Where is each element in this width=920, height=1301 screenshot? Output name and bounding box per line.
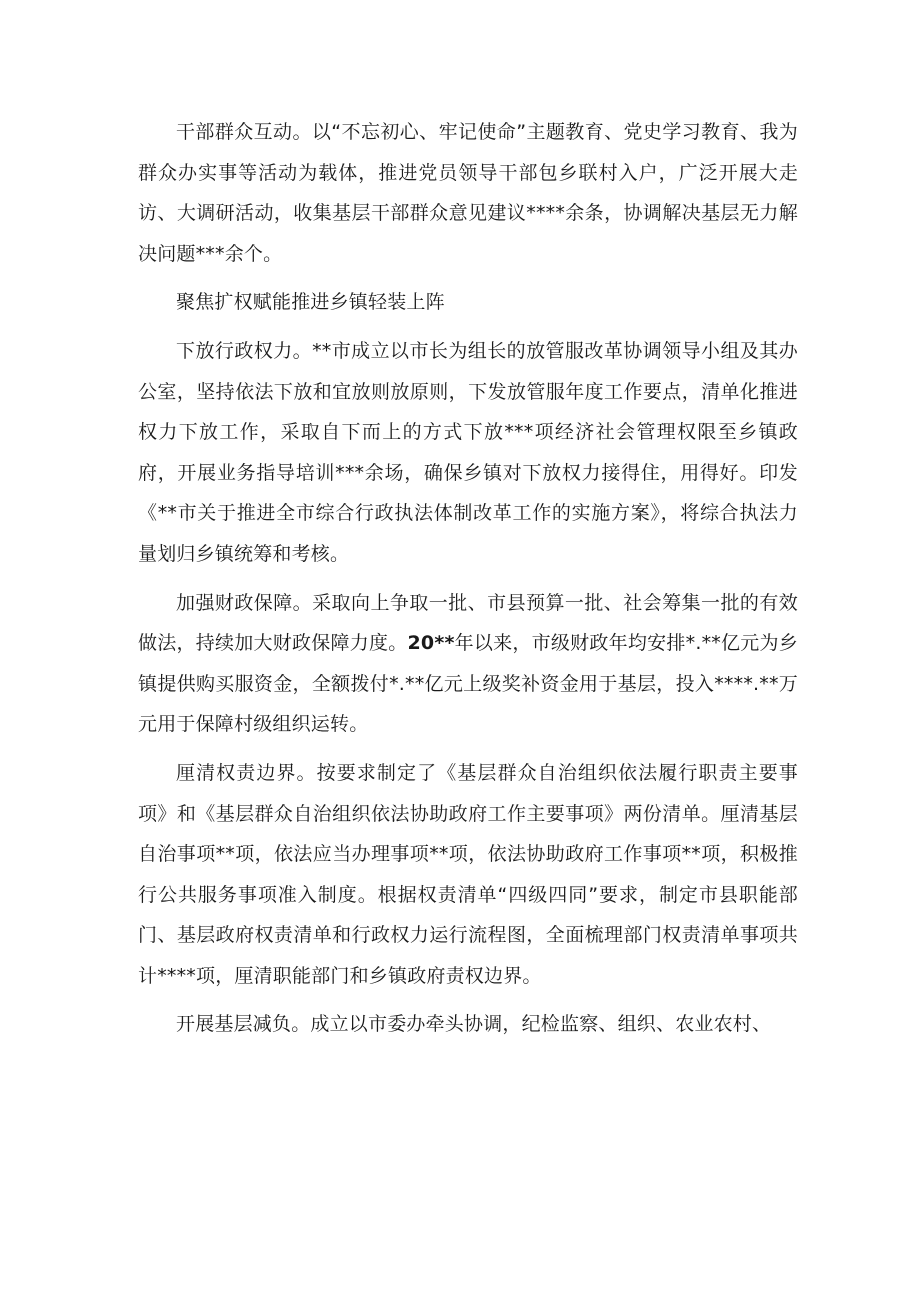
fiscal-text-after: 年以来，市级财政年均安排*.**亿元为乡镇提供购买服资金，全额拨付*.**亿元上级奖补资金用于基层，投入****.**万元用于保障村级组织运转。: [138, 632, 798, 736]
section-heading: 聚焦扩权赋能推进乡镇轻装上阵: [176, 291, 445, 314]
paragraph-cadre-interaction: 干部群众互动。以“不忘初心、牢记使命”主题教育、党史学习教育、我为群众办实事等活动为载体，推进党员领导干部包乡联村入户，广泛开展大走访、大调研活动，收集基层干部群众意见建议****余条，协调解决基层无力解决问题***余个。: [138, 121, 798, 265]
paragraph-burden-reduction: 开展基层减负。成立以市委办牵头协调，纪检监察、组织、农业农村、: [176, 1013, 772, 1036]
fiscal-text-before: 加强财政保障。采取向上争取一批、市县预算一批、社会筹集一批的有效做法，持续加大财政保障力度。: [138, 591, 798, 655]
paragraph-fiscal-support: [138, 583, 798, 745]
fiscal-year-bold: 20**: [407, 632, 455, 655]
paragraph-delegate-power: 下放行政权力。**市成立以市长为组长的放管服改革协调领导小组及其办公室，坚持依法下放和宜放则放原则，下发放管服年度工作要点，清单化推进权力下放工作，采取自下而上的方式下放***项经济社会管理权限至乡镇政府，开展业务指导培训***余场，确保乡镇对下放权力接得住，用得好。印发《**市关于推进全市综合行政执法体制改革工作的实施方案》，将综合执法力量划归乡镇统筹和考核。: [138, 339, 798, 565]
paragraph-responsibility-boundary: 厘清权责边界。按要求制定了《基层群众自治组织依法履行职责主要事项》和《基层群众自治组织依法协助政府工作主要事项》两份清单。厘清基层自治事项**项，依法应当办理事项**项，依法协助政府工作事项**项，积极推行公共服务事项准入制度。根据权责清单“四级四同”要求，制定市县职能部门、基层政府权责清单和行政权力运行流程图，全面梳理部门权责清单事项共计****项，厘清职能部门和乡镇政府责权边界。: [138, 761, 798, 987]
document-body: [138, 112, 798, 1053]
